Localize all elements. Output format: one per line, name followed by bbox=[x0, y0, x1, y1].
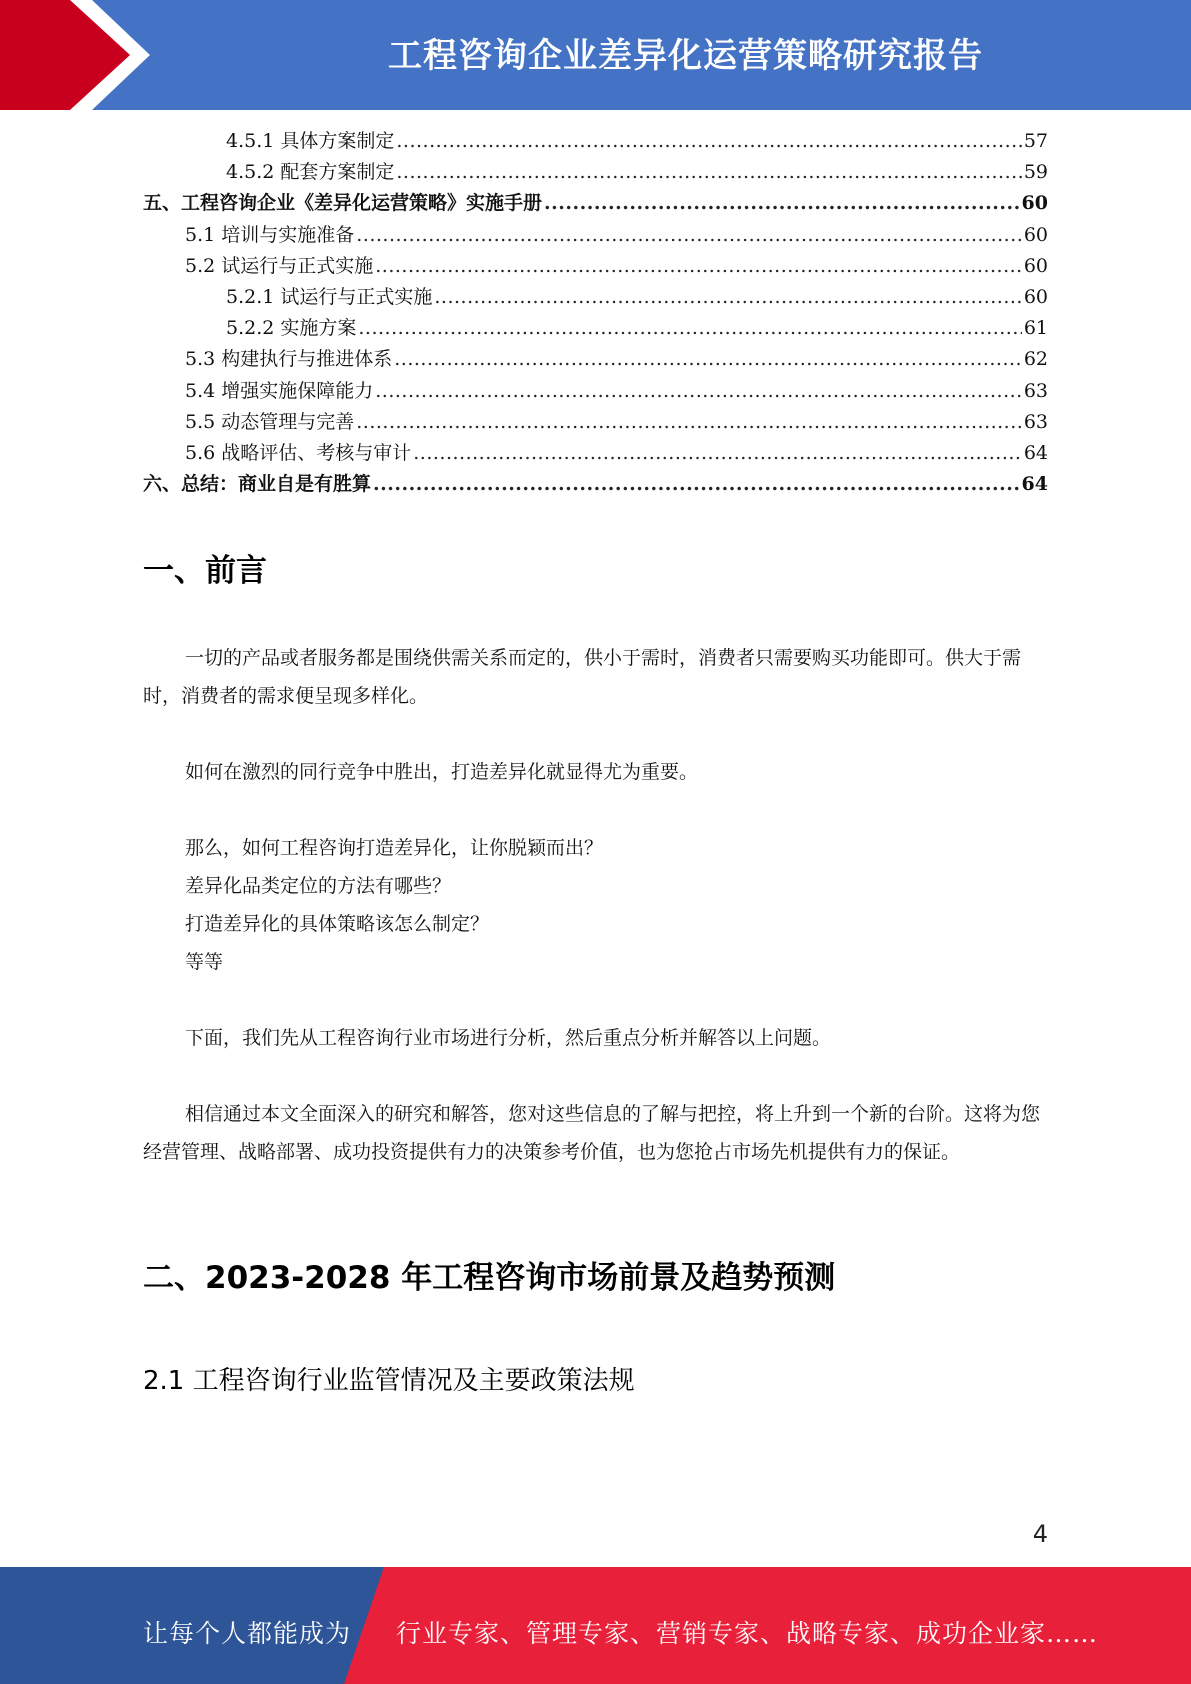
footer-banner bbox=[0, 1567, 1191, 1684]
toc-entry-page: 62 bbox=[1023, 348, 1048, 371]
toc-entry-label: 5.1 培训与实施准备 bbox=[185, 223, 355, 246]
toc-entry-label: 5.2.2 实施方案 bbox=[226, 317, 357, 340]
paragraph: 如何在激烈的同行竞争中胜出，打造差异化就显得尤为重要。 bbox=[185, 761, 699, 783]
toc-entry[interactable] bbox=[143, 407, 1048, 438]
toc-entry-page: 60 bbox=[1023, 223, 1048, 246]
toc-entry[interactable] bbox=[143, 469, 1048, 500]
toc-entry[interactable] bbox=[143, 126, 1048, 157]
question-line: 差异化品类定位的方法有哪些？ bbox=[185, 875, 452, 897]
footer-slogan-left: 让每个人都能成为 bbox=[143, 1619, 352, 1648]
page-number: 4 bbox=[1032, 1520, 1048, 1548]
toc-dot-leader bbox=[396, 130, 1021, 152]
toc-dot-leader bbox=[396, 161, 1021, 183]
toc-entry-page: 61 bbox=[1023, 317, 1048, 340]
question-line: 那么，如何工程咨询打造差异化，让你脱颖而出？ bbox=[185, 837, 604, 859]
toc-dot-leader bbox=[356, 411, 1022, 433]
toc-entry[interactable] bbox=[143, 188, 1048, 219]
toc-entry-label: 5.2.1 试运行与正式实施 bbox=[226, 285, 433, 308]
toc-entry[interactable] bbox=[143, 313, 1048, 344]
toc-entry-label: 5.3 构建执行与推进体系 bbox=[185, 348, 393, 371]
toc-entry-page: 57 bbox=[1023, 130, 1048, 152]
toc-entry[interactable] bbox=[143, 157, 1048, 188]
paragraph: 一切的产品或者服务都是围绕供需关系而定的，供小于需时，消费者只需要购买功能即可。供大于需时，消费者的需求便呈现多样化。 bbox=[143, 647, 1022, 707]
toc-dot-leader bbox=[544, 192, 1020, 214]
toc-dot-leader bbox=[434, 286, 1021, 308]
footer-slogan-right: 行业专家、管理专家、营销专家、战略专家、成功企业家…… bbox=[396, 1619, 1099, 1648]
paragraph: 下面，我们先从工程咨询行业市场进行分析，然后重点分析并解答以上问题。 bbox=[185, 1027, 832, 1049]
toc-entry-label: 六、总结：商业自是有胜算 bbox=[143, 473, 372, 496]
toc-dot-leader bbox=[375, 255, 1022, 277]
question-line: 打造差异化的具体策略该怎么制定？ bbox=[185, 913, 490, 935]
table-of-contents bbox=[143, 126, 1048, 500]
toc-entry-label: 5.6 战略评估、考核与审计 bbox=[185, 441, 412, 464]
toc-entry-label: 5.4 增强实施保障能力 bbox=[185, 379, 374, 402]
paragraph: 相信通过本文全面深入的研究和解答，您对这些信息的了解与把控，将上升到一个新的台阶。这将为您经营管理、战略部署、成功投资提供有力的决策参考价值，也为您抢占市场先机提供有力的保证。 bbox=[143, 1103, 1041, 1163]
toc-entry-label: 4.5.1 具体方案制定 bbox=[226, 130, 395, 152]
toc-entry-page: 60 bbox=[1023, 254, 1048, 277]
toc-entry-page: 60 bbox=[1023, 285, 1048, 308]
subsection-heading: 2.1 工程咨询行业监管情况及主要政策法规 bbox=[143, 1366, 635, 1396]
toc-entry-page: 64 bbox=[1023, 441, 1048, 464]
header-banner bbox=[0, 0, 1191, 110]
toc-entry[interactable] bbox=[143, 344, 1048, 375]
toc-entry-label: 5.2 试运行与正式实施 bbox=[185, 254, 374, 277]
toc-dot-leader bbox=[373, 473, 1020, 495]
toc-dot-leader bbox=[375, 380, 1022, 402]
toc-entry[interactable] bbox=[143, 220, 1048, 251]
toc-dot-leader bbox=[413, 442, 1022, 464]
toc-entry-page: 60 bbox=[1021, 192, 1048, 215]
toc-entry-page: 63 bbox=[1023, 379, 1048, 402]
toc-entry-page: 63 bbox=[1023, 410, 1048, 433]
toc-entry[interactable] bbox=[143, 251, 1048, 282]
toc-entry[interactable] bbox=[143, 282, 1048, 313]
toc-entry-page: 64 bbox=[1021, 473, 1048, 496]
section-heading-market-forecast: 二、2023-2028 年工程咨询市场前景及趋势预测 bbox=[143, 1260, 836, 1296]
toc-entry[interactable] bbox=[143, 376, 1048, 407]
toc-entry-label: 五、工程咨询企业《差异化运营策略》实施手册 bbox=[143, 192, 543, 215]
toc-dot-leader bbox=[356, 224, 1022, 246]
toc-dot-leader bbox=[394, 348, 1022, 370]
question-line: 等等 bbox=[185, 951, 224, 973]
toc-dot-leader bbox=[358, 317, 1021, 339]
section-heading-preface: 一、前言 bbox=[143, 553, 267, 589]
toc-entry-label: 4.5.2 配套方案制定 bbox=[226, 161, 395, 184]
report-title: 工程咨询企业差异化运营策略研究报告 bbox=[388, 36, 983, 76]
toc-entry-page: 59 bbox=[1023, 161, 1048, 184]
toc-entry-label: 5.5 动态管理与完善 bbox=[185, 410, 355, 433]
toc-entry[interactable] bbox=[143, 438, 1048, 469]
